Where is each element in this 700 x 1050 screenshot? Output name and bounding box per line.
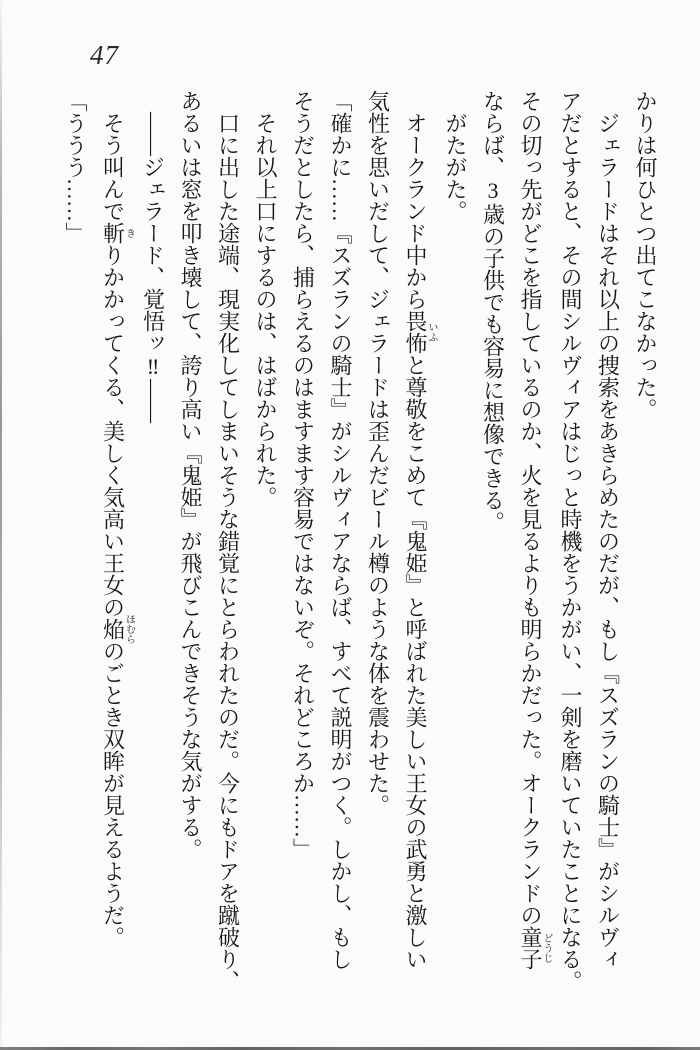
text-column: 「ううう……」	[63, 90, 88, 244]
page-number: 47	[90, 40, 119, 70]
text-column: ジェラードはそれ以上の捜索をあきらめたのだが、もし『スズランの騎士』がシルヴィ	[595, 90, 621, 970]
text-column: かりは何ひとつ出てこなかった。	[633, 90, 658, 420]
text-column: 気性を思いだして、ジェラードは歪んだビール樽のような体を震わせた。	[365, 90, 391, 816]
upright-digit: 3	[480, 178, 506, 203]
ruby-annotated-word: 斬き	[100, 222, 135, 244]
text-column: 口に出した途端、現実化してしまいそうな錯覚にとらわれたのだ。今にもドアを蹴破り、	[215, 90, 241, 992]
text-column: ならば、3歳の子供でも容易に想像できる。	[480, 90, 506, 533]
text-column: そうだとしたら、捕らえるのはますます容易ではないぞ。それどころか……」	[290, 90, 316, 860]
text-column: がたがた。	[443, 90, 468, 222]
text-column: その切っ先がどこを指しているのか、火を見るよりも明らかだった。オークランドの童子どうじ	[518, 90, 552, 970]
ruby-annotated-word: 童子どうじ	[518, 926, 552, 970]
text-column: 「確かに……『スズランの騎士』がシルヴィアならば、すべて説明がつく。しかし、もし	[328, 90, 353, 970]
ruby-annotated-word: 畏怖いふ	[403, 310, 437, 354]
text-column: アだとすると、その間シルヴィアはじっと時機をうかがい、一剣を磨いていたことになる。	[558, 90, 583, 992]
text-column: それ以上口にするのは、はばかられた。	[253, 90, 278, 508]
text-column: そう叫んで斬きりかかってくる、美しく気高い王女の焔ほむらのごとき双眸が見えるようだ。	[100, 90, 135, 948]
vertical-text-block	[57, 90, 665, 990]
text-column: オークランド中から畏怖いふと尊敬をこめて『鬼姫』と呼ばれた美しい王女の武勇と激しい	[403, 90, 437, 970]
ruby-annotated-word: 焔ほむら	[100, 614, 135, 644]
scan-edge-left-artifact	[0, 0, 2, 1050]
text-column: ――ジェラード、覚悟ッ‼――	[140, 90, 166, 423]
text-column: あるいは窓を叩き壊して、誇り高い『鬼姫』が飛びこんできそうな気がする。	[178, 90, 203, 860]
